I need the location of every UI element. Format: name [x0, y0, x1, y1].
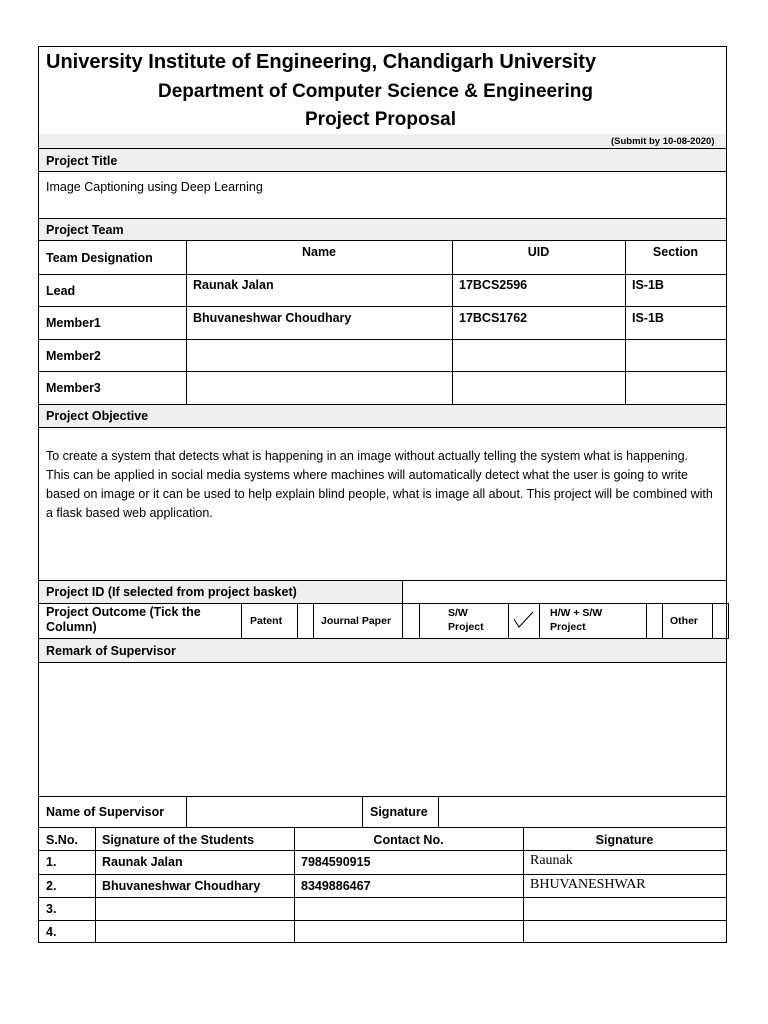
students-header-signature: Signature: [595, 833, 654, 847]
team-row-designation: Member1: [46, 316, 101, 330]
outcome-option-other: Other: [670, 615, 699, 627]
project-objective-label: Project Objective: [46, 409, 149, 423]
team-row-name: Bhuvaneshwar Choudhary: [193, 311, 352, 325]
outcome-option-journal: Journal Paper: [321, 615, 392, 627]
team-row-uid: 17BCS1762: [459, 311, 528, 325]
supervisor-name-label: Name of Supervisor: [46, 805, 165, 819]
team-row-section: IS-1B: [632, 278, 664, 292]
students-header-contact: Contact No.: [373, 833, 444, 847]
supervisor-name-field[interactable]: [187, 797, 361, 826]
team-header-name: Name: [301, 245, 337, 259]
department-title: Department of Computer Science & Engineering: [158, 81, 593, 102]
outcome-checkbox-patent[interactable]: [298, 604, 313, 637]
outcome-checkbox-journal[interactable]: [403, 604, 419, 637]
students-row-sno: 3.: [46, 902, 57, 916]
students-row-name: Raunak Jalan: [102, 855, 183, 869]
supervisor-signature-field[interactable]: [439, 797, 725, 826]
students-row-contact: 7984590915: [301, 855, 371, 869]
checkmark-icon: [509, 604, 538, 637]
team-row-designation: Member3: [46, 381, 101, 395]
team-header-section: Section: [652, 245, 699, 259]
project-title-value: Image Captioning using Deep Learning: [46, 180, 263, 194]
project-objective-text: To create a system that detects what is happening in an image without actually telling the system what is happening. This can be applied in social media systems where machines will automatically detect what the user is going to write based on image or it can be used to help explain blind people, what is image all about. This project will be combined with a flask based web application.: [46, 449, 713, 520]
students-row-signature: Raunak: [530, 853, 573, 868]
project-outcome-label: Project Outcome (Tick the Column): [46, 605, 201, 634]
university-title: University Institute of Engineering, Chandigarh University: [46, 51, 597, 73]
team-row-designation: Lead: [46, 284, 76, 298]
supervisor-signature-label: Signature: [370, 805, 428, 819]
students-row-sno: 4.: [46, 925, 57, 939]
outcome-option-hwsw: H/W + S/W Project: [550, 607, 603, 633]
project-id-label: Project ID (If selected from project basket): [46, 585, 297, 599]
outcome-checkbox-hwsw[interactable]: [647, 604, 662, 637]
outcome-option-patent: Patent: [250, 615, 283, 627]
submit-by-note: (Submit by 10-08-2020): [611, 136, 715, 147]
team-row-designation: Member2: [46, 349, 101, 363]
students-row-contact: 8349886467: [301, 879, 371, 893]
project-team-label: Project Team: [46, 223, 124, 237]
team-row-section: IS-1B: [632, 311, 664, 325]
students-row-sno: 1.: [46, 855, 57, 869]
outcome-option-sw: S/W Project: [448, 607, 484, 633]
students-header-name: Signature of the Students: [102, 833, 255, 847]
form-title: Project Proposal: [305, 109, 456, 130]
remark-label: Remark of Supervisor: [46, 644, 176, 658]
outcome-checkbox-sw[interactable]: [509, 604, 538, 637]
project-title-label: Project Title: [46, 154, 118, 168]
outcome-checkbox-other[interactable]: [713, 604, 728, 637]
team-row-name: Raunak Jalan: [193, 278, 274, 292]
students-header-sno: S.No.: [46, 833, 78, 847]
students-row-name: Bhuvaneshwar Choudhary: [102, 879, 261, 893]
students-row-sno: 2.: [46, 879, 57, 893]
students-row-signature: BHUVANESHWAR: [530, 877, 646, 892]
remark-field[interactable]: [40, 663, 725, 795]
team-row-uid: 17BCS2596: [459, 278, 528, 292]
team-header-uid: UID: [527, 245, 550, 259]
team-header-designation: Team Designation: [46, 251, 153, 265]
